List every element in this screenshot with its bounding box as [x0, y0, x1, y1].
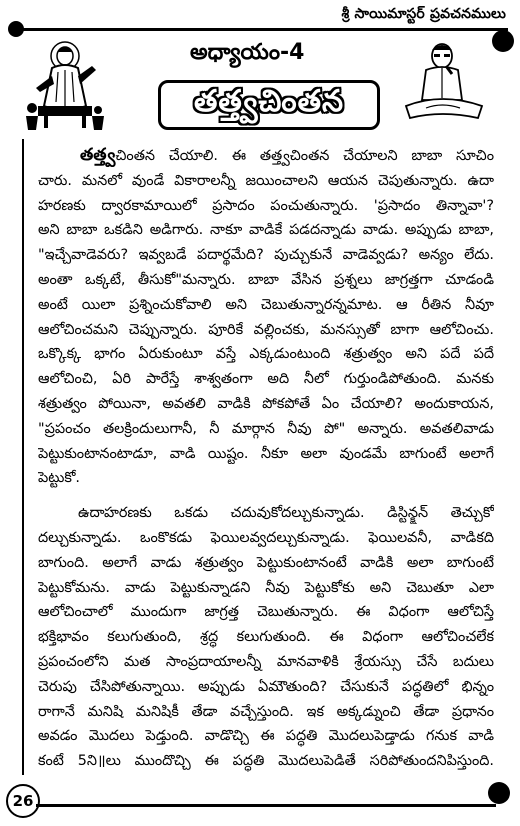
- paragraph-line: అంటే యిలా ప్రశ్నించుకోవాలి అని చెబుతున్నారన్నమాట. ఆ రీతిన నీవూ: [38, 296, 494, 313]
- paragraph-line: అవడం మొదలు పెడ్తుంది. వాడొచ్చి ఈ పద్ధతి మొదలుపెడ్తాడు గనుక వాడి: [38, 728, 494, 745]
- chapter-title-frame: [158, 80, 380, 130]
- paragraph-line: తత్త్వచింతన చేయాలి. ఈ తత్త్వచింతన చేయాలని బాబా సూచిం: [80, 145, 494, 165]
- paragraph-line: దల్చుకున్నాడు. ఒంకొకడు ఫెయిలవ్వదల్చుకున్నాడు. ఫెయిలవనీ, వాడికది: [38, 529, 494, 546]
- paragraph-line: అంతా ఒక్కటే, తీసుకో"మన్నారు. బాబా వేసిన ప్రశ్నలు జాగ్రత్తగా చూడండి: [38, 271, 494, 288]
- paragraph-line: ప్రపంచంలోని మత సాంప్రదాయాలన్నీ మానవాళికి శ్రేయస్సు చేసే బదులు: [38, 653, 494, 670]
- lead-word: తత్త్వ: [80, 145, 116, 165]
- header-rule: [18, 28, 508, 31]
- paragraph-line: కంటే 5ని॥లు ముందొచ్చి ఈ పద్ధతి మొదలుపెడితే సరిపోతుందనిపిస్తుంది.: [38, 753, 494, 770]
- paragraph-gap: [38, 491, 494, 501]
- chapter-number: అధ్యాయం-4: [190, 40, 305, 65]
- paragraph-line: చారు. మనలో వుండే వికారాలన్నీ జయించాలని ఆయన చెపుతున్నారు. ఉదా: [38, 172, 494, 189]
- book-title: శ్రీ సాయిమాస్టర్ ప్రవచనములు: [341, 6, 506, 22]
- paragraph-line: పెట్టుకుంటానంటాడూ, వాడి యిష్టం. నీకూ అలా వుండమే బాగుంటే అలాగే: [38, 445, 494, 462]
- left-margin-rule: [22, 139, 24, 775]
- paragraph-line: ఆలోచించి, ఏరి పారేస్తే శాశ్వతంగా అది నీలో గుర్తుండిపోతుంది. మనకు: [38, 371, 494, 388]
- paragraph-line: రాగానే మనిషి మనిషికీ తేడా వచ్చేస్తుంది. ఇక అక్కడ్నుంచి తేడా ప్రధానం: [38, 703, 494, 720]
- paragraph-line: బాగుంది. అలాగే వాడు శత్రుత్వం పెట్టుకుంటానంటే వాడికి అలా బాగుంటే: [38, 554, 494, 571]
- paragraph-line: హరణకు ద్వారకామాయిలో ప్రసాదం పంచుతున్నారు. 'ప్రసాదం తిన్నావా'?: [38, 197, 494, 214]
- paragraph-line: అని బాబా ఒకడిని అడిగారు. నాకూ వాడికే పడదన్నాడు వాడు. అప్పుడు బాబా,: [38, 222, 494, 239]
- paragraph-line: భక్తిభావం కలుగుతుంది, శ్రద్ధ కలుగుతుంది. ఈ విధంగా ఆలోచించలేక: [38, 629, 494, 646]
- chapter-title: తత్త్వచింతన: [193, 84, 345, 119]
- paragraph-line: ఆలోచించాలో ముందుగా జాగ్రత్త చెబుతున్నారు. ఈ విధంగా ఆలోచిస్తే: [38, 604, 494, 621]
- paragraph-line: శత్రుత్వం పోయినా, అవతలి వాడికి పోకపోతే ఏం చేయాలి? అందుకాయన,: [38, 395, 494, 412]
- saint-portrait-illustration: [22, 36, 108, 132]
- paragraph-line: ఆలోచించమని చెప్పున్నారు. పూరికే వల్లించకు, మనస్సుతో బాగా ఆలోచించు.: [38, 321, 494, 338]
- header-right-bullet: [492, 30, 514, 52]
- paragraph-line: ఒక్కొక్క భాగం ఏరుకుంటూ వస్తే ఎక్కడుంటుంది శత్రుత్వం అని పదే పదే: [38, 346, 494, 363]
- paragraph-line: ఉదాహరణకు ఒకడు చదువుకోదల్చుకున్నాడు. డిస్టిన్క్షన్ తెచ్చుకో: [78, 505, 494, 522]
- footer-bullet: [488, 782, 510, 804]
- paragraph-line: పెట్టుకో.: [38, 470, 81, 487]
- chapter-body: [38, 143, 494, 774]
- paragraph-line: పెట్టుకోమను. వాడు పెట్టుకున్నాడని నీవు పెట్టుకోకు అని చెబుతూ ఎలా: [38, 579, 494, 596]
- page-number: 26: [6, 784, 40, 818]
- footer-rule: [36, 804, 496, 807]
- master-portrait-illustration: [396, 40, 492, 124]
- paragraph-line: చెరుపు చేసిపోతున్నాయి. అప్పుడు ఏమౌతుంది? చేసుకునే పద్ధతిలో భిన్నం: [38, 678, 494, 695]
- paragraph-line: "ఇచ్చేవాడెవరు? ఇవ్వబడే పదార్థమేది? పుచ్చుకునే వాడెవ్వడు? అన్యం లేదు.: [38, 247, 494, 264]
- paragraph-line: "ప్రపంచం తలక్రిందులుగానీ, నీ మార్గాన నీవు పో" అన్నారు. అవతలివాడు: [38, 420, 494, 437]
